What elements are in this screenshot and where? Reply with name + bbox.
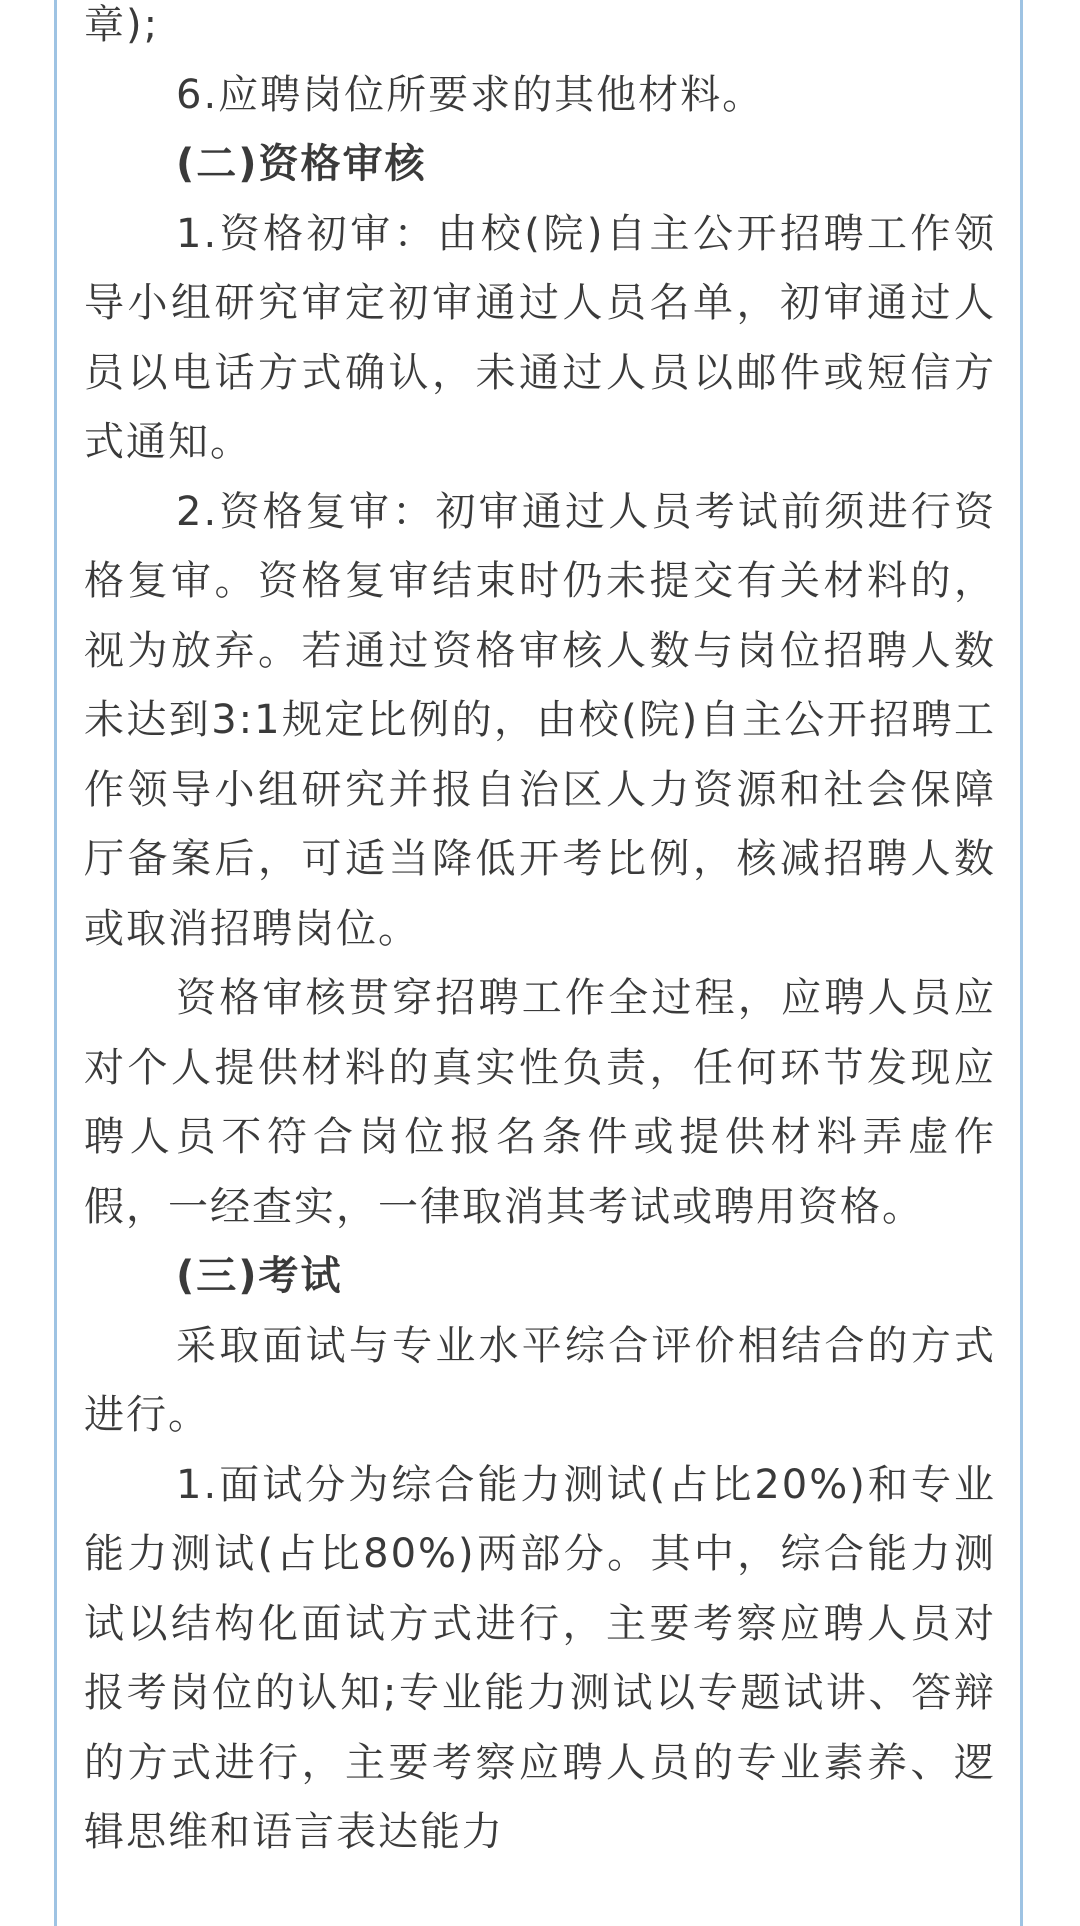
list-item-other-materials: 6.应聘岗位所要求的其他材料。 [176,71,765,118]
paragraph-interview: 1.面试分为综合能力测试(占比20%)和专业能力测试(占比80%)两部分。其中，综合能力测试以结构化面试方式进行，主要考察应聘人员对报考岗位的认知;专业能力测试以专题试讲、答辩的方式进行，主要考察应聘人员的专业素养、逻辑思维和语言表达能力 [84,1461,996,1855]
section-heading-qualification-review: (二)资格审核 [176,141,427,187]
document-body [84,0,996,1868]
text-line: 章); [84,2,160,48]
paragraph-initial-review: 1.资格初审：由校(院)自主公开招聘工作领导小组研究审定初审通过人员名单，初审通过人员以电话方式确认，未通过人员以邮件或短信方式通知。 [84,210,996,465]
section-heading-exam: (三)考试 [176,1253,343,1299]
paragraph-review-throughout: 资格审核贯穿招聘工作全过程，应聘人员应对个人提供材料的真实性负责，任何环节发现应聘人员不符合岗位报名条件或提供材料弄虚作假，一经查实，一律取消其考试或聘用资格。 [84,975,996,1230]
paragraph-exam-method: 采取面试与专业水平综合评价相结合的方式进行。 [84,1322,996,1438]
paragraph-re-review: 2.资格复审：初审通过人员考试前须进行资格复审。资格复审结束时仍未提交有关材料的，视为放弃。若通过资格审核人数与岗位招聘人数未达到3:1规定比例的，由校(院)自主公开招聘工作领导小组研究并报自治区人力资源和社会保障厅备案后，可适当降低开考比例，核减招聘人数或取消招聘岗位。 [84,488,996,952]
